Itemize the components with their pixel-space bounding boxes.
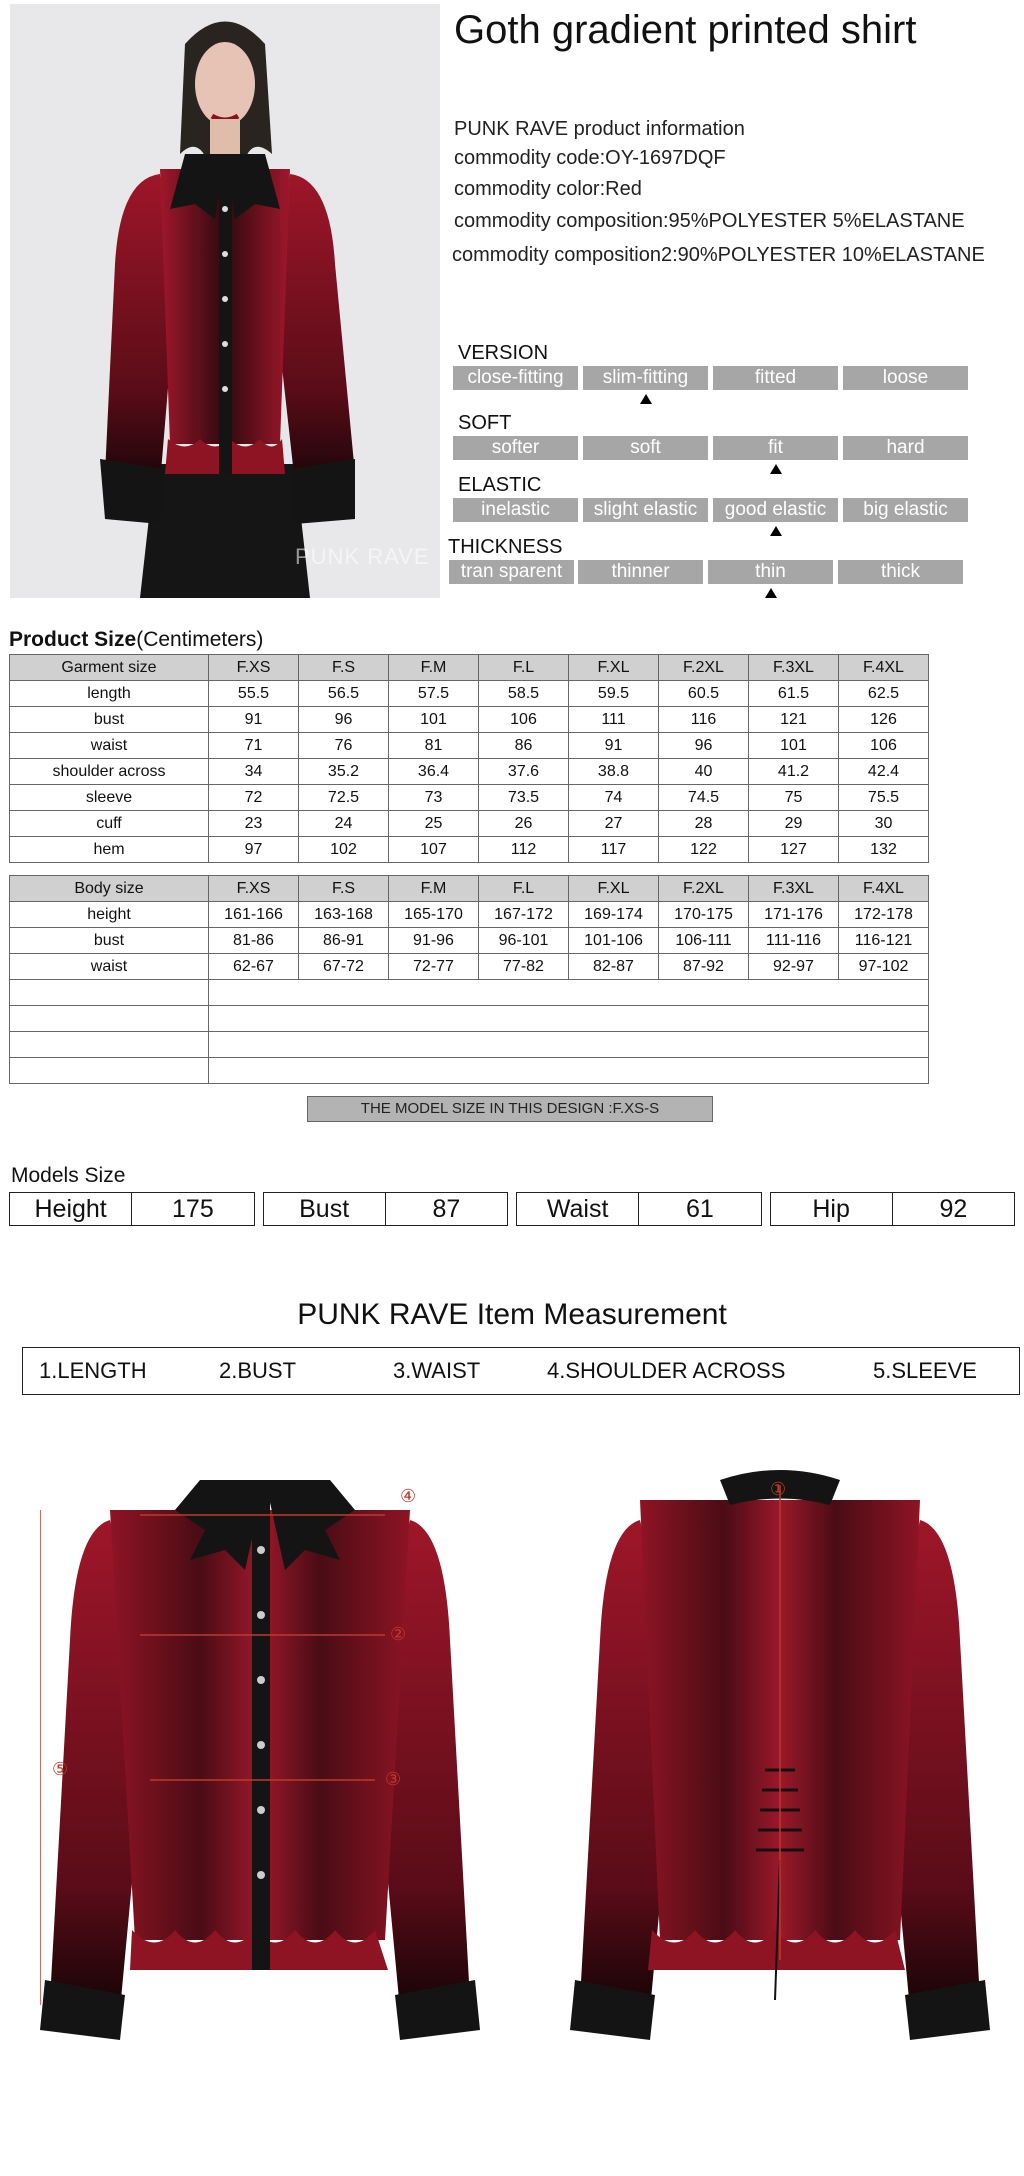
value-cell: 170-175 — [659, 902, 749, 928]
row-label-cell: waist — [10, 954, 209, 980]
value-cell: F.XL — [569, 655, 659, 681]
model-height-value: 175 — [132, 1192, 254, 1226]
comp2-value: 90%POLYESTER 10%ELASTANE — [677, 244, 985, 266]
value-cell: 61.5 — [749, 681, 839, 707]
value-cell: F.S — [299, 876, 389, 902]
table-row — [10, 902, 929, 928]
table-row — [10, 811, 929, 837]
value-cell: 35.2 — [299, 759, 389, 785]
value-cell: 30 — [839, 811, 929, 837]
value-cell: F.4XL — [839, 876, 929, 902]
value-cell: 72.5 — [299, 785, 389, 811]
table-row — [10, 837, 929, 863]
value-cell: 92-97 — [749, 954, 839, 980]
model-waist-value: 61 — [639, 1192, 761, 1226]
item-measurement-title: PUNK RAVE Item Measurement — [297, 1298, 727, 1331]
color-value: Red — [605, 178, 642, 200]
value-cell: 116 — [659, 707, 749, 733]
empty-cell — [10, 980, 209, 1006]
value-cell: 117 — [569, 837, 659, 863]
value-cell: 62.5 — [839, 681, 929, 707]
value-cell: 60.5 — [659, 681, 749, 707]
value-cell: 59.5 — [569, 681, 659, 707]
marker-bust: ② — [390, 1624, 407, 1645]
empty-cell — [10, 1058, 209, 1084]
table-row — [10, 759, 929, 785]
value-cell: 102 — [299, 837, 389, 863]
value-cell: 161-166 — [209, 902, 299, 928]
scale-option: big elastic — [843, 498, 968, 522]
empty-row — [10, 1032, 929, 1058]
table-row — [10, 707, 929, 733]
value-cell: F.3XL — [749, 655, 839, 681]
value-cell: F.L — [479, 655, 569, 681]
value-cell: F.L — [479, 876, 569, 902]
scale-option: softer — [453, 436, 578, 460]
model-hip-label: Hip — [770, 1192, 893, 1226]
value-cell: 37.6 — [479, 759, 569, 785]
color-label: commodity color: — [454, 178, 606, 200]
selected-indicator-icon — [765, 588, 777, 598]
value-cell: F.2XL — [659, 655, 749, 681]
value-cell: 111-116 — [749, 928, 839, 954]
model-bust-label: Bust — [263, 1192, 386, 1226]
value-cell: 86-91 — [299, 928, 389, 954]
model-photo — [10, 4, 440, 598]
commodity-composition2 — [452, 244, 985, 267]
body-size-table — [9, 875, 929, 1084]
value-cell: 171-176 — [749, 902, 839, 928]
value-cell: 127 — [749, 837, 839, 863]
model-size-note: THE MODEL SIZE IN THIS DESIGN :F.XS-S — [307, 1096, 713, 1122]
value-cell: F.2XL — [659, 876, 749, 902]
value-cell: 71 — [209, 733, 299, 759]
value-cell: 86 — [479, 733, 569, 759]
row-label-cell: Body size — [10, 876, 209, 902]
row-label-cell: bust — [10, 928, 209, 954]
legend-waist: 3.WAIST — [393, 1358, 481, 1383]
value-cell: 96 — [659, 733, 749, 759]
value-cell: 67-72 — [299, 954, 389, 980]
value-cell: 81 — [389, 733, 479, 759]
scale-option: thick — [838, 560, 963, 584]
comp-label: commodity composition: — [454, 210, 669, 232]
product-size-unit: (Centimeters) — [136, 628, 264, 651]
scale-option: slight elastic — [583, 498, 708, 522]
empty-cell — [209, 1058, 929, 1084]
value-cell: 40 — [659, 759, 749, 785]
value-cell: 77-82 — [479, 954, 569, 980]
value-cell: 112 — [479, 837, 569, 863]
row-label-cell: length — [10, 681, 209, 707]
watermark: PUNK RAVE — [295, 544, 430, 569]
value-cell: 56.5 — [299, 681, 389, 707]
value-cell: 57.5 — [389, 681, 479, 707]
row-label-cell: bust — [10, 707, 209, 733]
value-cell: 106 — [479, 707, 569, 733]
value-cell: 76 — [299, 733, 389, 759]
value-cell: 126 — [839, 707, 929, 733]
model-height-label: Height — [9, 1192, 132, 1226]
scale-label-version: VERSION — [458, 342, 549, 364]
row-label-cell: shoulder across — [10, 759, 209, 785]
scale-label-elastic: ELASTIC — [458, 474, 542, 496]
table-row — [10, 954, 929, 980]
spacer — [255, 1192, 263, 1226]
value-cell: F.XS — [209, 655, 299, 681]
row-label-cell: Garment size — [10, 655, 209, 681]
value-cell: 87-92 — [659, 954, 749, 980]
value-cell: 106 — [839, 733, 929, 759]
row-label-cell: cuff — [10, 811, 209, 837]
value-cell: 122 — [659, 837, 749, 863]
value-cell: 167-172 — [479, 902, 569, 928]
model-photo-illustration — [10, 4, 440, 598]
value-cell: 91-96 — [389, 928, 479, 954]
value-cell: F.M — [389, 876, 479, 902]
selected-indicator-icon — [640, 394, 652, 404]
table-row — [10, 733, 929, 759]
value-cell: 38.8 — [569, 759, 659, 785]
scale-label-thickness: THICKNESS — [448, 536, 563, 558]
scale-option: close-fitting — [453, 366, 578, 390]
value-cell: 101 — [749, 733, 839, 759]
value-cell: 111 — [569, 707, 659, 733]
value-cell: 75 — [749, 785, 839, 811]
value-cell: 74.5 — [659, 785, 749, 811]
model-waist-label: Waist — [516, 1192, 639, 1226]
scale-option: good elastic — [713, 498, 838, 522]
comp-value: 95%POLYESTER 5%ELASTANE — [668, 210, 965, 232]
scale-option: slim-fitting — [583, 366, 708, 390]
empty-cell — [209, 1032, 929, 1058]
marker-shoulder: ④ — [400, 1486, 417, 1507]
product-title: Goth gradient printed shirt — [454, 8, 917, 52]
value-cell: 41.2 — [749, 759, 839, 785]
value-cell: 107 — [389, 837, 479, 863]
value-cell: 91 — [209, 707, 299, 733]
legend-sleeve: 5.SLEEVE — [873, 1358, 977, 1383]
empty-cell — [10, 1006, 209, 1032]
value-cell: 101-106 — [569, 928, 659, 954]
legend-length: 1.LENGTH — [39, 1358, 147, 1383]
value-cell: 72-77 — [389, 954, 479, 980]
marker-length: ① — [770, 1479, 787, 1500]
scale-option: fitted — [713, 366, 838, 390]
scale-option: hard — [843, 436, 968, 460]
code-value: OY-1697DQF — [605, 147, 726, 169]
empty-row — [10, 1058, 929, 1084]
value-cell: 62-67 — [209, 954, 299, 980]
product-size-heading: Product Size — [9, 628, 137, 651]
commodity-composition — [454, 210, 965, 233]
value-cell: 75.5 — [839, 785, 929, 811]
value-cell: 96-101 — [479, 928, 569, 954]
back-shirt — [570, 1470, 990, 2040]
value-cell: F.S — [299, 655, 389, 681]
value-cell: 73.5 — [479, 785, 569, 811]
value-cell: 96 — [299, 707, 389, 733]
value-cell: 82-87 — [569, 954, 659, 980]
scale-option: soft — [583, 436, 708, 460]
value-cell: F.4XL — [839, 655, 929, 681]
commodity-color — [454, 178, 642, 201]
row-label-cell: hem — [10, 837, 209, 863]
measurement-legend — [22, 1347, 1020, 1395]
empty-row — [10, 1006, 929, 1032]
empty-row — [10, 980, 929, 1006]
comp2-label: commodity composition2: — [452, 244, 678, 266]
value-cell: 34 — [209, 759, 299, 785]
value-cell: 28 — [659, 811, 749, 837]
table-header-row — [10, 655, 929, 681]
value-cell: 26 — [479, 811, 569, 837]
value-cell: F.XL — [569, 876, 659, 902]
value-cell: 116-121 — [839, 928, 929, 954]
value-cell: 97 — [209, 837, 299, 863]
table-row — [10, 928, 929, 954]
scale-option: fit — [713, 436, 838, 460]
scale-option: tran sparent — [449, 560, 574, 584]
row-label-cell: waist — [10, 733, 209, 759]
measurement-diagram — [40, 1440, 1000, 2040]
value-cell: 72 — [209, 785, 299, 811]
marker-waist: ③ — [385, 1769, 402, 1790]
models-size-row — [9, 1192, 1015, 1226]
value-cell: 106-111 — [659, 928, 749, 954]
value-cell: 97-102 — [839, 954, 929, 980]
value-cell: F.M — [389, 655, 479, 681]
garment-size-table — [9, 654, 929, 863]
model-hip-value: 92 — [893, 1192, 1015, 1226]
row-label-cell: height — [10, 902, 209, 928]
brand-line: PUNK RAVE product information — [454, 118, 745, 140]
legend-bust: 2.BUST — [219, 1358, 297, 1383]
table-row — [10, 785, 929, 811]
value-cell: 23 — [209, 811, 299, 837]
selected-indicator-icon — [770, 526, 782, 536]
models-size-title: Models Size — [11, 1164, 126, 1187]
commodity-code — [454, 147, 726, 170]
scale-option: loose — [843, 366, 968, 390]
value-cell: 172-178 — [839, 902, 929, 928]
value-cell: 25 — [389, 811, 479, 837]
value-cell: 91 — [569, 733, 659, 759]
value-cell: 101 — [389, 707, 479, 733]
row-label-cell: sleeve — [10, 785, 209, 811]
scale-label-soft: SOFT — [458, 412, 512, 434]
value-cell: 73 — [389, 785, 479, 811]
scale-option: inelastic — [453, 498, 578, 522]
spacer — [508, 1192, 516, 1226]
product-size-title — [9, 628, 263, 652]
value-cell: 29 — [749, 811, 839, 837]
value-cell: F.3XL — [749, 876, 839, 902]
empty-cell — [10, 1032, 209, 1058]
value-cell: 169-174 — [569, 902, 659, 928]
selected-indicator-icon — [770, 464, 782, 474]
value-cell: 24 — [299, 811, 389, 837]
scale-option: thinner — [578, 560, 703, 584]
legend-shoulder-across: 4.SHOULDER ACROSS — [547, 1358, 786, 1383]
value-cell: 81-86 — [209, 928, 299, 954]
value-cell: 74 — [569, 785, 659, 811]
front-shirt — [40, 1480, 480, 2040]
value-cell: 165-170 — [389, 902, 479, 928]
value-cell: 27 — [569, 811, 659, 837]
code-label: commodity code: — [454, 147, 606, 169]
empty-cell — [209, 980, 929, 1006]
value-cell: 132 — [839, 837, 929, 863]
empty-cell — [209, 1006, 929, 1032]
value-cell: 58.5 — [479, 681, 569, 707]
model-bust-value: 87 — [386, 1192, 508, 1226]
scale-option: thin — [708, 560, 833, 584]
value-cell: 163-168 — [299, 902, 389, 928]
table-row — [10, 681, 929, 707]
marker-sleeve: ⑤ — [52, 1759, 69, 1780]
value-cell: 55.5 — [209, 681, 299, 707]
value-cell: 121 — [749, 707, 839, 733]
value-cell: F.XS — [209, 876, 299, 902]
value-cell: 36.4 — [389, 759, 479, 785]
value-cell: 42.4 — [839, 759, 929, 785]
table-header-row — [10, 876, 929, 902]
spacer — [762, 1192, 770, 1226]
